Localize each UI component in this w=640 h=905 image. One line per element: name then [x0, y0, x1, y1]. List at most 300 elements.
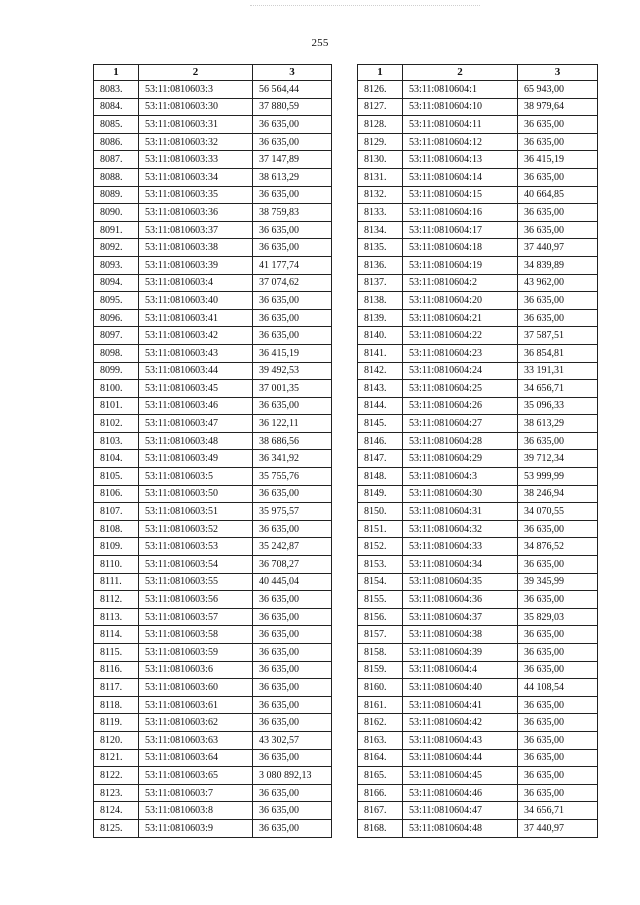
cadastral-number-cell: 53:11:0810603:37 — [139, 221, 253, 239]
row-number-cell: 8121. — [94, 749, 139, 767]
row-number-cell: 8120. — [94, 731, 139, 749]
value-cell: 35 975,57 — [253, 503, 332, 521]
row-number-cell: 8099. — [94, 362, 139, 380]
row-number-cell: 8084. — [94, 98, 139, 116]
cadastral-number-cell: 53:11:0810603:38 — [139, 239, 253, 257]
value-cell: 38 613,29 — [518, 415, 598, 433]
table-row — [94, 292, 332, 310]
cadastral-number-cell: 53:11:0810603:53 — [139, 538, 253, 556]
table-row — [94, 256, 332, 274]
row-number-cell: 8087. — [94, 151, 139, 169]
value-cell: 40 664,85 — [518, 186, 598, 204]
row-number-cell: 8119. — [94, 714, 139, 732]
table-row — [94, 397, 332, 415]
row-number-cell: 8098. — [94, 344, 139, 362]
row-number-cell: 8167. — [358, 802, 403, 820]
cadastral-number-cell: 53:11:0810604:18 — [403, 239, 518, 257]
value-cell: 35 829,03 — [518, 608, 598, 626]
cadastral-number-cell: 53:11:0810604:34 — [403, 556, 518, 574]
value-cell: 34 876,52 — [518, 538, 598, 556]
table-row — [94, 696, 332, 714]
cadastral-number-cell: 53:11:0810604:4 — [403, 661, 518, 679]
row-number-cell: 8103. — [94, 432, 139, 450]
table-row — [358, 362, 598, 380]
value-cell: 36 341,92 — [253, 450, 332, 468]
cadastral-number-cell: 53:11:0810604:36 — [403, 591, 518, 609]
value-cell: 36 635,00 — [518, 749, 598, 767]
value-cell: 36 635,00 — [518, 714, 598, 732]
table-row — [94, 520, 332, 538]
table-row — [94, 556, 332, 574]
row-number-cell: 8154. — [358, 573, 403, 591]
value-cell: 36 635,00 — [253, 802, 332, 820]
row-number-cell: 8135. — [358, 239, 403, 257]
row-number-cell: 8124. — [94, 802, 139, 820]
cadastral-number-cell: 53:11:0810604:16 — [403, 204, 518, 222]
left-table — [93, 64, 332, 838]
value-cell: 36 635,00 — [253, 309, 332, 327]
value-cell: 36 635,00 — [253, 186, 332, 204]
cadastral-number-cell: 53:11:0810603:41 — [139, 309, 253, 327]
row-number-cell: 8118. — [94, 696, 139, 714]
cadastral-number-cell: 53:11:0810604:20 — [403, 292, 518, 310]
cadastral-number-cell: 53:11:0810603:60 — [139, 679, 253, 697]
value-cell: 36 635,00 — [253, 784, 332, 802]
table-row — [358, 468, 598, 486]
row-number-cell: 8157. — [358, 626, 403, 644]
table-row — [358, 819, 598, 837]
column-header: 3 — [253, 65, 332, 81]
table-row — [358, 679, 598, 697]
row-number-cell: 8139. — [358, 309, 403, 327]
table-row — [358, 556, 598, 574]
value-cell: 36 708,27 — [253, 556, 332, 574]
table-row — [358, 151, 598, 169]
row-number-cell: 8100. — [94, 380, 139, 398]
left-table-body — [94, 81, 332, 838]
row-number-cell: 8128. — [358, 116, 403, 134]
value-cell: 36 635,00 — [518, 116, 598, 134]
table-row — [94, 802, 332, 820]
row-number-cell: 8161. — [358, 696, 403, 714]
table-row — [94, 98, 332, 116]
cadastral-number-cell: 53:11:0810604:22 — [403, 327, 518, 345]
cadastral-number-cell: 53:11:0810604:19 — [403, 256, 518, 274]
value-cell: 36 635,00 — [518, 626, 598, 644]
value-cell: 36 635,00 — [253, 819, 332, 837]
value-cell: 39 712,34 — [518, 450, 598, 468]
row-number-cell: 8163. — [358, 731, 403, 749]
value-cell: 36 635,00 — [518, 784, 598, 802]
cadastral-number-cell: 53:11:0810604:32 — [403, 520, 518, 538]
table-row — [94, 309, 332, 327]
row-number-cell: 8104. — [94, 450, 139, 468]
value-cell: 36 635,00 — [518, 696, 598, 714]
row-number-cell: 8113. — [94, 608, 139, 626]
table-row — [358, 327, 598, 345]
value-cell: 53 999,99 — [518, 468, 598, 486]
value-cell: 36 635,00 — [253, 485, 332, 503]
cadastral-number-cell: 53:11:0810603:56 — [139, 591, 253, 609]
value-cell: 36 635,00 — [253, 327, 332, 345]
row-number-cell: 8092. — [94, 239, 139, 257]
cadastral-number-cell: 53:11:0810603:62 — [139, 714, 253, 732]
cadastral-number-cell: 53:11:0810604:24 — [403, 362, 518, 380]
table-row — [94, 186, 332, 204]
row-number-cell: 8091. — [94, 221, 139, 239]
row-number-cell: 8089. — [94, 186, 139, 204]
cadastral-number-cell: 53:11:0810604:47 — [403, 802, 518, 820]
table-row — [94, 731, 332, 749]
row-number-cell: 8140. — [358, 327, 403, 345]
value-cell: 36 635,00 — [253, 644, 332, 662]
value-cell: 37 440,97 — [518, 819, 598, 837]
cadastral-number-cell: 53:11:0810603:48 — [139, 432, 253, 450]
row-number-cell: 8105. — [94, 468, 139, 486]
row-number-cell: 8129. — [358, 133, 403, 151]
cadastral-number-cell: 53:11:0810604:13 — [403, 151, 518, 169]
cadastral-number-cell: 53:11:0810603:36 — [139, 204, 253, 222]
cadastral-number-cell: 53:11:0810603:50 — [139, 485, 253, 503]
value-cell: 36 415,19 — [518, 151, 598, 169]
row-number-cell: 8158. — [358, 644, 403, 662]
row-number-cell: 8155. — [358, 591, 403, 609]
row-number-cell: 8086. — [94, 133, 139, 151]
row-number-cell: 8150. — [358, 503, 403, 521]
cadastral-number-cell: 53:11:0810603:40 — [139, 292, 253, 310]
value-cell: 36 635,00 — [518, 644, 598, 662]
value-cell: 38 979,64 — [518, 98, 598, 116]
value-cell: 36 635,00 — [253, 749, 332, 767]
table-row — [358, 239, 598, 257]
table-row — [358, 292, 598, 310]
table-row — [358, 256, 598, 274]
value-cell: 41 177,74 — [253, 256, 332, 274]
cadastral-number-cell: 53:11:0810604:48 — [403, 819, 518, 837]
table-row — [94, 133, 332, 151]
table-row — [358, 81, 598, 99]
cadastral-number-cell: 53:11:0810604:37 — [403, 608, 518, 626]
row-number-cell: 8106. — [94, 485, 139, 503]
value-cell: 33 191,31 — [518, 362, 598, 380]
row-number-cell: 8088. — [94, 168, 139, 186]
table-row — [358, 204, 598, 222]
row-number-cell: 8166. — [358, 784, 403, 802]
cadastral-number-cell: 53:11:0810603:51 — [139, 503, 253, 521]
cadastral-number-cell: 53:11:0810604:40 — [403, 679, 518, 697]
row-number-cell: 8137. — [358, 274, 403, 292]
table-row — [358, 784, 598, 802]
value-cell: 36 635,00 — [253, 591, 332, 609]
value-cell: 36 635,00 — [518, 731, 598, 749]
cadastral-number-cell: 53:11:0810604:26 — [403, 397, 518, 415]
row-number-cell: 8142. — [358, 362, 403, 380]
row-number-cell: 8147. — [358, 450, 403, 468]
table-row — [94, 221, 332, 239]
value-cell: 56 564,44 — [253, 81, 332, 99]
cadastral-number-cell: 53:11:0810603:30 — [139, 98, 253, 116]
row-number-cell: 8102. — [94, 415, 139, 433]
table-row — [358, 661, 598, 679]
cadastral-number-cell: 53:11:0810603:49 — [139, 450, 253, 468]
table-row — [358, 186, 598, 204]
value-cell: 36 635,00 — [253, 696, 332, 714]
cadastral-number-cell: 53:11:0810604:29 — [403, 450, 518, 468]
value-cell: 36 122,11 — [253, 415, 332, 433]
cadastral-number-cell: 53:11:0810603:44 — [139, 362, 253, 380]
cadastral-number-cell: 53:11:0810604:25 — [403, 380, 518, 398]
value-cell: 36 635,00 — [518, 767, 598, 785]
table-header-row — [94, 65, 332, 81]
row-number-cell: 8114. — [94, 626, 139, 644]
cadastral-number-cell: 53:11:0810603:61 — [139, 696, 253, 714]
value-cell: 65 943,00 — [518, 81, 598, 99]
table-row — [358, 485, 598, 503]
cadastral-number-cell: 53:11:0810604:21 — [403, 309, 518, 327]
cadastral-number-cell: 53:11:0810604:30 — [403, 485, 518, 503]
row-number-cell: 8122. — [94, 767, 139, 785]
row-number-cell: 8111. — [94, 573, 139, 591]
table-row — [94, 714, 332, 732]
row-number-cell: 8141. — [358, 344, 403, 362]
value-cell: 37 074,62 — [253, 274, 332, 292]
value-cell: 36 635,00 — [518, 204, 598, 222]
column-header: 2 — [403, 65, 518, 81]
cadastral-number-cell: 53:11:0810603:31 — [139, 116, 253, 134]
table-row — [94, 204, 332, 222]
row-number-cell: 8093. — [94, 256, 139, 274]
cadastral-number-cell: 53:11:0810604:3 — [403, 468, 518, 486]
value-cell: 36 635,00 — [253, 714, 332, 732]
value-cell: 36 635,00 — [253, 608, 332, 626]
table-row — [94, 415, 332, 433]
value-cell: 36 635,00 — [253, 221, 332, 239]
cadastral-number-cell: 53:11:0810604:11 — [403, 116, 518, 134]
row-number-cell: 8083. — [94, 81, 139, 99]
value-cell: 36 635,00 — [518, 292, 598, 310]
value-cell: 36 854,81 — [518, 344, 598, 362]
row-number-cell: 8116. — [94, 661, 139, 679]
cadastral-number-cell: 53:11:0810603:52 — [139, 520, 253, 538]
page-number: 255 — [311, 37, 329, 49]
table-row — [94, 538, 332, 556]
cadastral-number-cell: 53:11:0810604:31 — [403, 503, 518, 521]
value-cell: 34 070,55 — [518, 503, 598, 521]
value-cell: 38 759,83 — [253, 204, 332, 222]
row-number-cell: 8126. — [358, 81, 403, 99]
table-row — [94, 485, 332, 503]
value-cell: 36 635,00 — [253, 626, 332, 644]
cadastral-number-cell: 53:11:0810603:46 — [139, 397, 253, 415]
right-table-body — [358, 81, 598, 838]
cadastral-number-cell: 53:11:0810603:47 — [139, 415, 253, 433]
table-row — [358, 415, 598, 433]
row-number-cell: 8127. — [358, 98, 403, 116]
cadastral-number-cell: 53:11:0810604:44 — [403, 749, 518, 767]
table-row — [94, 116, 332, 134]
value-cell: 37 001,35 — [253, 380, 332, 398]
cadastral-number-cell: 53:11:0810603:34 — [139, 168, 253, 186]
row-number-cell: 8151. — [358, 520, 403, 538]
cadastral-number-cell: 53:11:0810603:7 — [139, 784, 253, 802]
row-number-cell: 8146. — [358, 432, 403, 450]
table-row — [358, 802, 598, 820]
table-row — [358, 714, 598, 732]
row-number-cell: 8096. — [94, 309, 139, 327]
row-number-cell: 8130. — [358, 151, 403, 169]
value-cell: 36 635,00 — [518, 221, 598, 239]
value-cell: 36 415,19 — [253, 344, 332, 362]
row-number-cell: 8143. — [358, 380, 403, 398]
table-row — [358, 397, 598, 415]
table-row — [358, 133, 598, 151]
row-number-cell: 8125. — [94, 819, 139, 837]
cadastral-number-cell: 53:11:0810603:64 — [139, 749, 253, 767]
row-number-cell: 8149. — [358, 485, 403, 503]
cadastral-number-cell: 53:11:0810603:6 — [139, 661, 253, 679]
cadastral-number-cell: 53:11:0810604:33 — [403, 538, 518, 556]
value-cell: 37 440,97 — [518, 239, 598, 257]
table-header-row — [358, 65, 598, 81]
value-cell: 36 635,00 — [518, 556, 598, 574]
table-row — [358, 538, 598, 556]
cadastral-number-cell: 53:11:0810604:38 — [403, 626, 518, 644]
cadastral-number-cell: 53:11:0810604:12 — [403, 133, 518, 151]
row-number-cell: 8156. — [358, 608, 403, 626]
table-row — [94, 239, 332, 257]
table-row — [94, 503, 332, 521]
cadastral-number-cell: 53:11:0810604:1 — [403, 81, 518, 99]
cadastral-number-cell: 53:11:0810603:9 — [139, 819, 253, 837]
table-row — [94, 327, 332, 345]
row-number-cell: 8110. — [94, 556, 139, 574]
cadastral-number-cell: 53:11:0810604:14 — [403, 168, 518, 186]
table-row — [358, 450, 598, 468]
table-row — [358, 116, 598, 134]
table-row — [94, 450, 332, 468]
value-cell: 36 635,00 — [253, 239, 332, 257]
table-row — [358, 221, 598, 239]
row-number-cell: 8152. — [358, 538, 403, 556]
value-cell: 35 755,76 — [253, 468, 332, 486]
cadastral-number-cell: 53:11:0810603:54 — [139, 556, 253, 574]
table-row — [358, 274, 598, 292]
cadastral-number-cell: 53:11:0810603:59 — [139, 644, 253, 662]
value-cell: 39 492,53 — [253, 362, 332, 380]
cadastral-number-cell: 53:11:0810603:8 — [139, 802, 253, 820]
table-row — [94, 767, 332, 785]
table-row — [358, 309, 598, 327]
value-cell: 38 686,56 — [253, 432, 332, 450]
cadastral-number-cell: 53:11:0810604:2 — [403, 274, 518, 292]
table-row — [358, 591, 598, 609]
value-cell: 40 445,04 — [253, 573, 332, 591]
table-row — [358, 608, 598, 626]
table-row — [94, 468, 332, 486]
value-cell: 38 613,29 — [253, 168, 332, 186]
value-cell: 37 880,59 — [253, 98, 332, 116]
row-number-cell: 8085. — [94, 116, 139, 134]
row-number-cell: 8108. — [94, 520, 139, 538]
row-number-cell: 8117. — [94, 679, 139, 697]
table-row — [94, 749, 332, 767]
cadastral-number-cell: 53:11:0810604:23 — [403, 344, 518, 362]
row-number-cell: 8131. — [358, 168, 403, 186]
row-number-cell: 8123. — [94, 784, 139, 802]
table-row — [94, 626, 332, 644]
cadastral-number-cell: 53:11:0810604:15 — [403, 186, 518, 204]
table-row — [94, 661, 332, 679]
table-row — [358, 767, 598, 785]
table-row — [358, 696, 598, 714]
value-cell: 36 635,00 — [253, 520, 332, 538]
row-number-cell: 8145. — [358, 415, 403, 433]
row-number-cell: 8101. — [94, 397, 139, 415]
row-number-cell: 8133. — [358, 204, 403, 222]
cadastral-number-cell: 53:11:0810603:32 — [139, 133, 253, 151]
value-cell: 34 656,71 — [518, 802, 598, 820]
column-header: 3 — [518, 65, 598, 81]
value-cell: 39 345,99 — [518, 573, 598, 591]
row-number-cell: 8162. — [358, 714, 403, 732]
table-row — [94, 679, 332, 697]
cadastral-number-cell: 53:11:0810604:42 — [403, 714, 518, 732]
value-cell: 43 962,00 — [518, 274, 598, 292]
row-number-cell: 8138. — [358, 292, 403, 310]
row-number-cell: 8136. — [358, 256, 403, 274]
table-row — [358, 749, 598, 767]
cadastral-number-cell: 53:11:0810604:46 — [403, 784, 518, 802]
right-table — [357, 64, 598, 838]
row-number-cell: 8164. — [358, 749, 403, 767]
column-header: 1 — [358, 65, 403, 81]
cadastral-number-cell: 53:11:0810604:28 — [403, 432, 518, 450]
table-row — [358, 380, 598, 398]
table-row — [358, 731, 598, 749]
table-row — [94, 573, 332, 591]
cadastral-number-cell: 53:11:0810603:63 — [139, 731, 253, 749]
table-row — [94, 784, 332, 802]
table-row — [94, 591, 332, 609]
value-cell: 36 635,00 — [518, 309, 598, 327]
value-cell: 37 587,51 — [518, 327, 598, 345]
cadastral-number-cell: 53:11:0810603:3 — [139, 81, 253, 99]
value-cell: 36 635,00 — [518, 168, 598, 186]
table-row — [358, 644, 598, 662]
cadastral-number-cell: 53:11:0810603:5 — [139, 468, 253, 486]
value-cell: 35 096,33 — [518, 397, 598, 415]
value-cell: 36 635,00 — [253, 116, 332, 134]
value-cell: 44 108,54 — [518, 679, 598, 697]
table-row — [94, 81, 332, 99]
table-row — [358, 98, 598, 116]
cadastral-number-cell: 53:11:0810603:4 — [139, 274, 253, 292]
cadastral-number-cell: 53:11:0810603:65 — [139, 767, 253, 785]
cadastral-number-cell: 53:11:0810604:39 — [403, 644, 518, 662]
cadastral-number-cell: 53:11:0810603:45 — [139, 380, 253, 398]
value-cell: 3 080 892,13 — [253, 767, 332, 785]
cadastral-number-cell: 53:11:0810603:58 — [139, 626, 253, 644]
value-cell: 36 635,00 — [253, 292, 332, 310]
row-number-cell: 8107. — [94, 503, 139, 521]
cadastral-number-cell: 53:11:0810604:45 — [403, 767, 518, 785]
table-row — [94, 344, 332, 362]
cadastral-number-cell: 53:11:0810603:55 — [139, 573, 253, 591]
row-number-cell: 8153. — [358, 556, 403, 574]
table-row — [94, 432, 332, 450]
value-cell: 36 635,00 — [518, 661, 598, 679]
value-cell: 37 147,89 — [253, 151, 332, 169]
